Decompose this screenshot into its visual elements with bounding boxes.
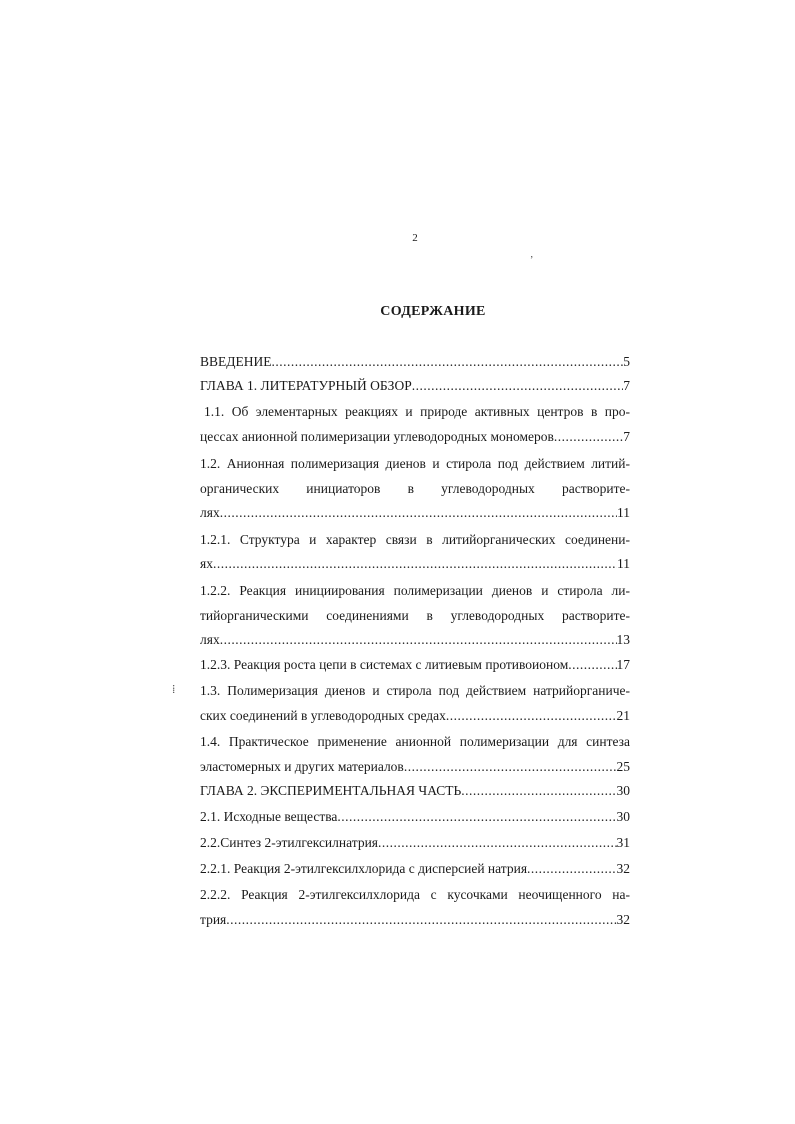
toc-entry-text: 1.2.3. Реакция роста цепи в системах с литиевым противоионом (200, 657, 569, 672)
toc-entry-1-3-line2 (200, 704, 630, 728)
toc-entry-2-2-2-line1: 2.2.2. Реакция 2-этилгексилхлорида с кусочками неочищенного на- (200, 887, 630, 902)
toc-entry-1-2-line1: 1.2. Анионная полимеризация диенов и стирола под действием литий- (200, 456, 630, 471)
toc-entry-2-1 (200, 805, 630, 829)
toc-entry-1-2-2-line3 (200, 628, 630, 652)
leader-dots (527, 857, 616, 881)
toc-page-number: 30 (616, 809, 630, 824)
toc-entry-chapter-1 (200, 374, 630, 398)
toc-page-number: 13 (616, 632, 630, 647)
leader-dots (337, 805, 616, 829)
toc-entry-text: 2.2.Синтез 2-этилгексилнатрия (200, 835, 379, 850)
toc-page-number: 21 (616, 708, 630, 723)
leader-dots (378, 831, 616, 855)
toc-entry-1-2-1-line1: 1.2.1. Структура и характер связи в литийорганических соединени- (200, 532, 630, 547)
toc-entry-2-2-2-line2 (200, 908, 630, 932)
leader-dots (220, 628, 617, 652)
toc-page-number: 32 (616, 912, 630, 927)
toc-entry-1-2-line2: органических инициаторов в углеводородных растворите- (200, 481, 630, 496)
leader-dots (446, 704, 617, 728)
toc-entry-introduction (200, 350, 630, 374)
toc-entry-1-2-line3 (200, 501, 630, 525)
leader-dots (568, 653, 616, 677)
leader-dots (404, 755, 617, 779)
toc-entry-text: 2.2.1. Реакция 2-этилгексилхлорида с дисперсией натрия (200, 861, 528, 876)
toc-entry-1-2-2-line2: тийорганическими соединениями в углеводородных растворите- (200, 608, 630, 623)
toc-entry-text: лях (200, 505, 220, 520)
toc-entry-1-4-line2 (200, 755, 630, 779)
toc-entry-1-3-line1: 1.3. Полимеризация диенов и стирола под действием натрийорганиче- (200, 683, 630, 698)
toc-page-number: 11 (617, 505, 630, 520)
toc-page-number: 11 (617, 556, 630, 571)
leader-dots (213, 552, 617, 576)
toc-entry-1-1-line1: 1.1. Об элементарных реакциях и природе активных центров в про- (204, 404, 630, 419)
leader-dots (554, 425, 623, 449)
scan-speck: ʼ (530, 255, 534, 266)
toc-entry-text: трия (200, 912, 227, 927)
toc-entry-1-2-1-line2 (200, 552, 630, 576)
leader-dots (226, 908, 616, 932)
toc-page-number: 25 (616, 759, 630, 774)
toc-entry-text: ских соединений в углеводородных средах (200, 708, 446, 723)
toc-page-number: 31 (616, 835, 630, 850)
toc-entry-1-2-3 (200, 653, 630, 677)
toc-page-number: 5 (623, 354, 630, 369)
toc-page-number: 32 (616, 861, 630, 876)
page-number: 2 (412, 232, 418, 244)
toc-page-number: 30 (616, 783, 630, 798)
leader-dots (220, 501, 617, 525)
toc-entry-text: ГЛАВА 1. ЛИТЕРАТУРНЫЙ ОБЗОР (200, 378, 412, 393)
toc-page-number: 7 (623, 378, 630, 393)
toc-entry-text: ГЛАВА 2. ЭКСПЕРИМЕНТАЛЬНАЯ ЧАСТЬ (200, 783, 462, 798)
toc-entry-2-2 (200, 831, 630, 855)
toc-page-number: 7 (623, 429, 630, 444)
toc-entry-chapter-2 (200, 779, 630, 803)
page-title: СОДЕРЖАНИЕ (380, 304, 486, 319)
toc-page-number: 17 (616, 657, 630, 672)
leader-dots (461, 779, 616, 803)
toc-entry-text: лях (200, 632, 220, 647)
leader-dots (412, 374, 624, 398)
toc-entry-text: эластомерных и других материалов (200, 759, 404, 774)
scan-speck: ⁞ (172, 682, 176, 696)
toc-entry-text: ях (200, 556, 213, 571)
toc-entry-1-2-2-line1: 1.2.2. Реакция инициирования полимеризации диенов и стирола ли- (200, 583, 630, 598)
toc-entry-2-2-1 (200, 857, 630, 881)
toc-entry-text: 2.1. Исходные вещества (200, 809, 338, 824)
toc-entry-text: ВВЕДЕНИЕ (200, 354, 272, 369)
leader-dots (271, 350, 623, 374)
toc-entry-1-1-line2 (200, 425, 630, 449)
toc-entry-text: цессах анионной полимеризации углеводородных мономеров (200, 429, 554, 444)
toc-entry-1-4-line1: 1.4. Практическое применение анионной полимеризации для синтеза (200, 734, 630, 749)
